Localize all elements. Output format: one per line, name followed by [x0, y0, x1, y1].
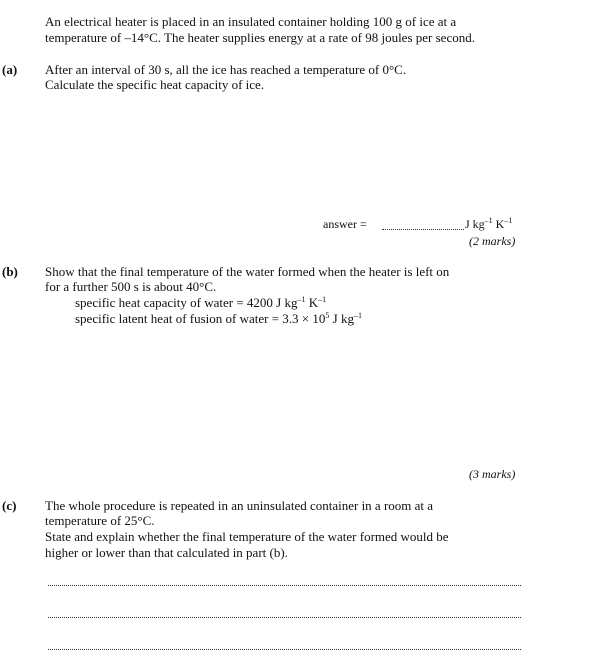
part-a-answer-unit-base: J kg	[465, 217, 485, 231]
part-a-answer-unit	[465, 217, 512, 233]
part-a-answer-line[interactable]	[382, 229, 464, 230]
part-c-question-line-3: State and explain whether the final temperature of the water formed would be	[45, 529, 449, 544]
part-a-answer-unit-kelvin: K	[492, 217, 505, 231]
part-b-data-water-shc-kelvin: K	[305, 295, 319, 310]
part-b-data-water-shc-exp-2: –1	[318, 295, 327, 304]
part-b-data-water-shc-exp-1: –1	[297, 295, 306, 304]
part-b-question-line-2: for a further 500 s is about 40°C.	[45, 279, 217, 294]
part-c-label: (c)	[2, 498, 17, 513]
part-b-data-latent-heat-unit: J kg	[329, 311, 354, 326]
part-c-question-line-4: higher or lower than that calculated in part (b).	[45, 545, 288, 560]
part-b-data-water-shc-text: specific heat capacity of water = 4200 J kg	[75, 295, 298, 310]
part-b-data-latent-heat-exp: 5	[325, 311, 330, 320]
part-b-marks: (3 marks)	[469, 467, 516, 481]
part-c-answer-line-1[interactable]	[48, 585, 521, 586]
part-a-question-line-1: After an interval of 30 s, all the ice has reached a temperature of 0°C.	[45, 62, 407, 77]
part-b-label: (b)	[2, 264, 18, 279]
part-a-label: (a)	[2, 62, 18, 77]
part-b-data-latent-heat-text: specific latent heat of fusion of water = 3.3 × 10	[75, 311, 326, 326]
part-c-question-line-1: The whole procedure is repeated in an uninsulated container in a room at a	[45, 498, 434, 513]
part-a-answer-prefix: answer =	[323, 217, 367, 231]
part-b-data-water-shc	[75, 295, 326, 311]
part-c-question-line-2: temperature of 25°C.	[45, 513, 155, 528]
intro-line-2: temperature of –14°C. The heater supplies energy at a rate of 98 joules per second.	[45, 30, 475, 45]
part-b-question-line-1: Show that the final temperature of the water formed when the heater is left on	[45, 264, 450, 279]
part-a-marks: (2 marks)	[469, 234, 516, 248]
part-a-answer-unit-exponent-2: –1	[504, 216, 513, 225]
part-b-data-latent-heat-unit-exp: –1	[353, 311, 362, 320]
part-a-question-line-2: Calculate the specific heat capacity of ice.	[45, 77, 265, 92]
part-a-answer-unit-exponent-1: –1	[484, 216, 493, 225]
intro-line-1: An electrical heater is placed in an insulated container holding 100 g of ice at a	[45, 14, 457, 29]
part-c-answer-line-3[interactable]	[48, 649, 521, 650]
part-c-answer-line-2[interactable]	[48, 617, 521, 618]
part-b-data-latent-heat	[75, 311, 362, 327]
